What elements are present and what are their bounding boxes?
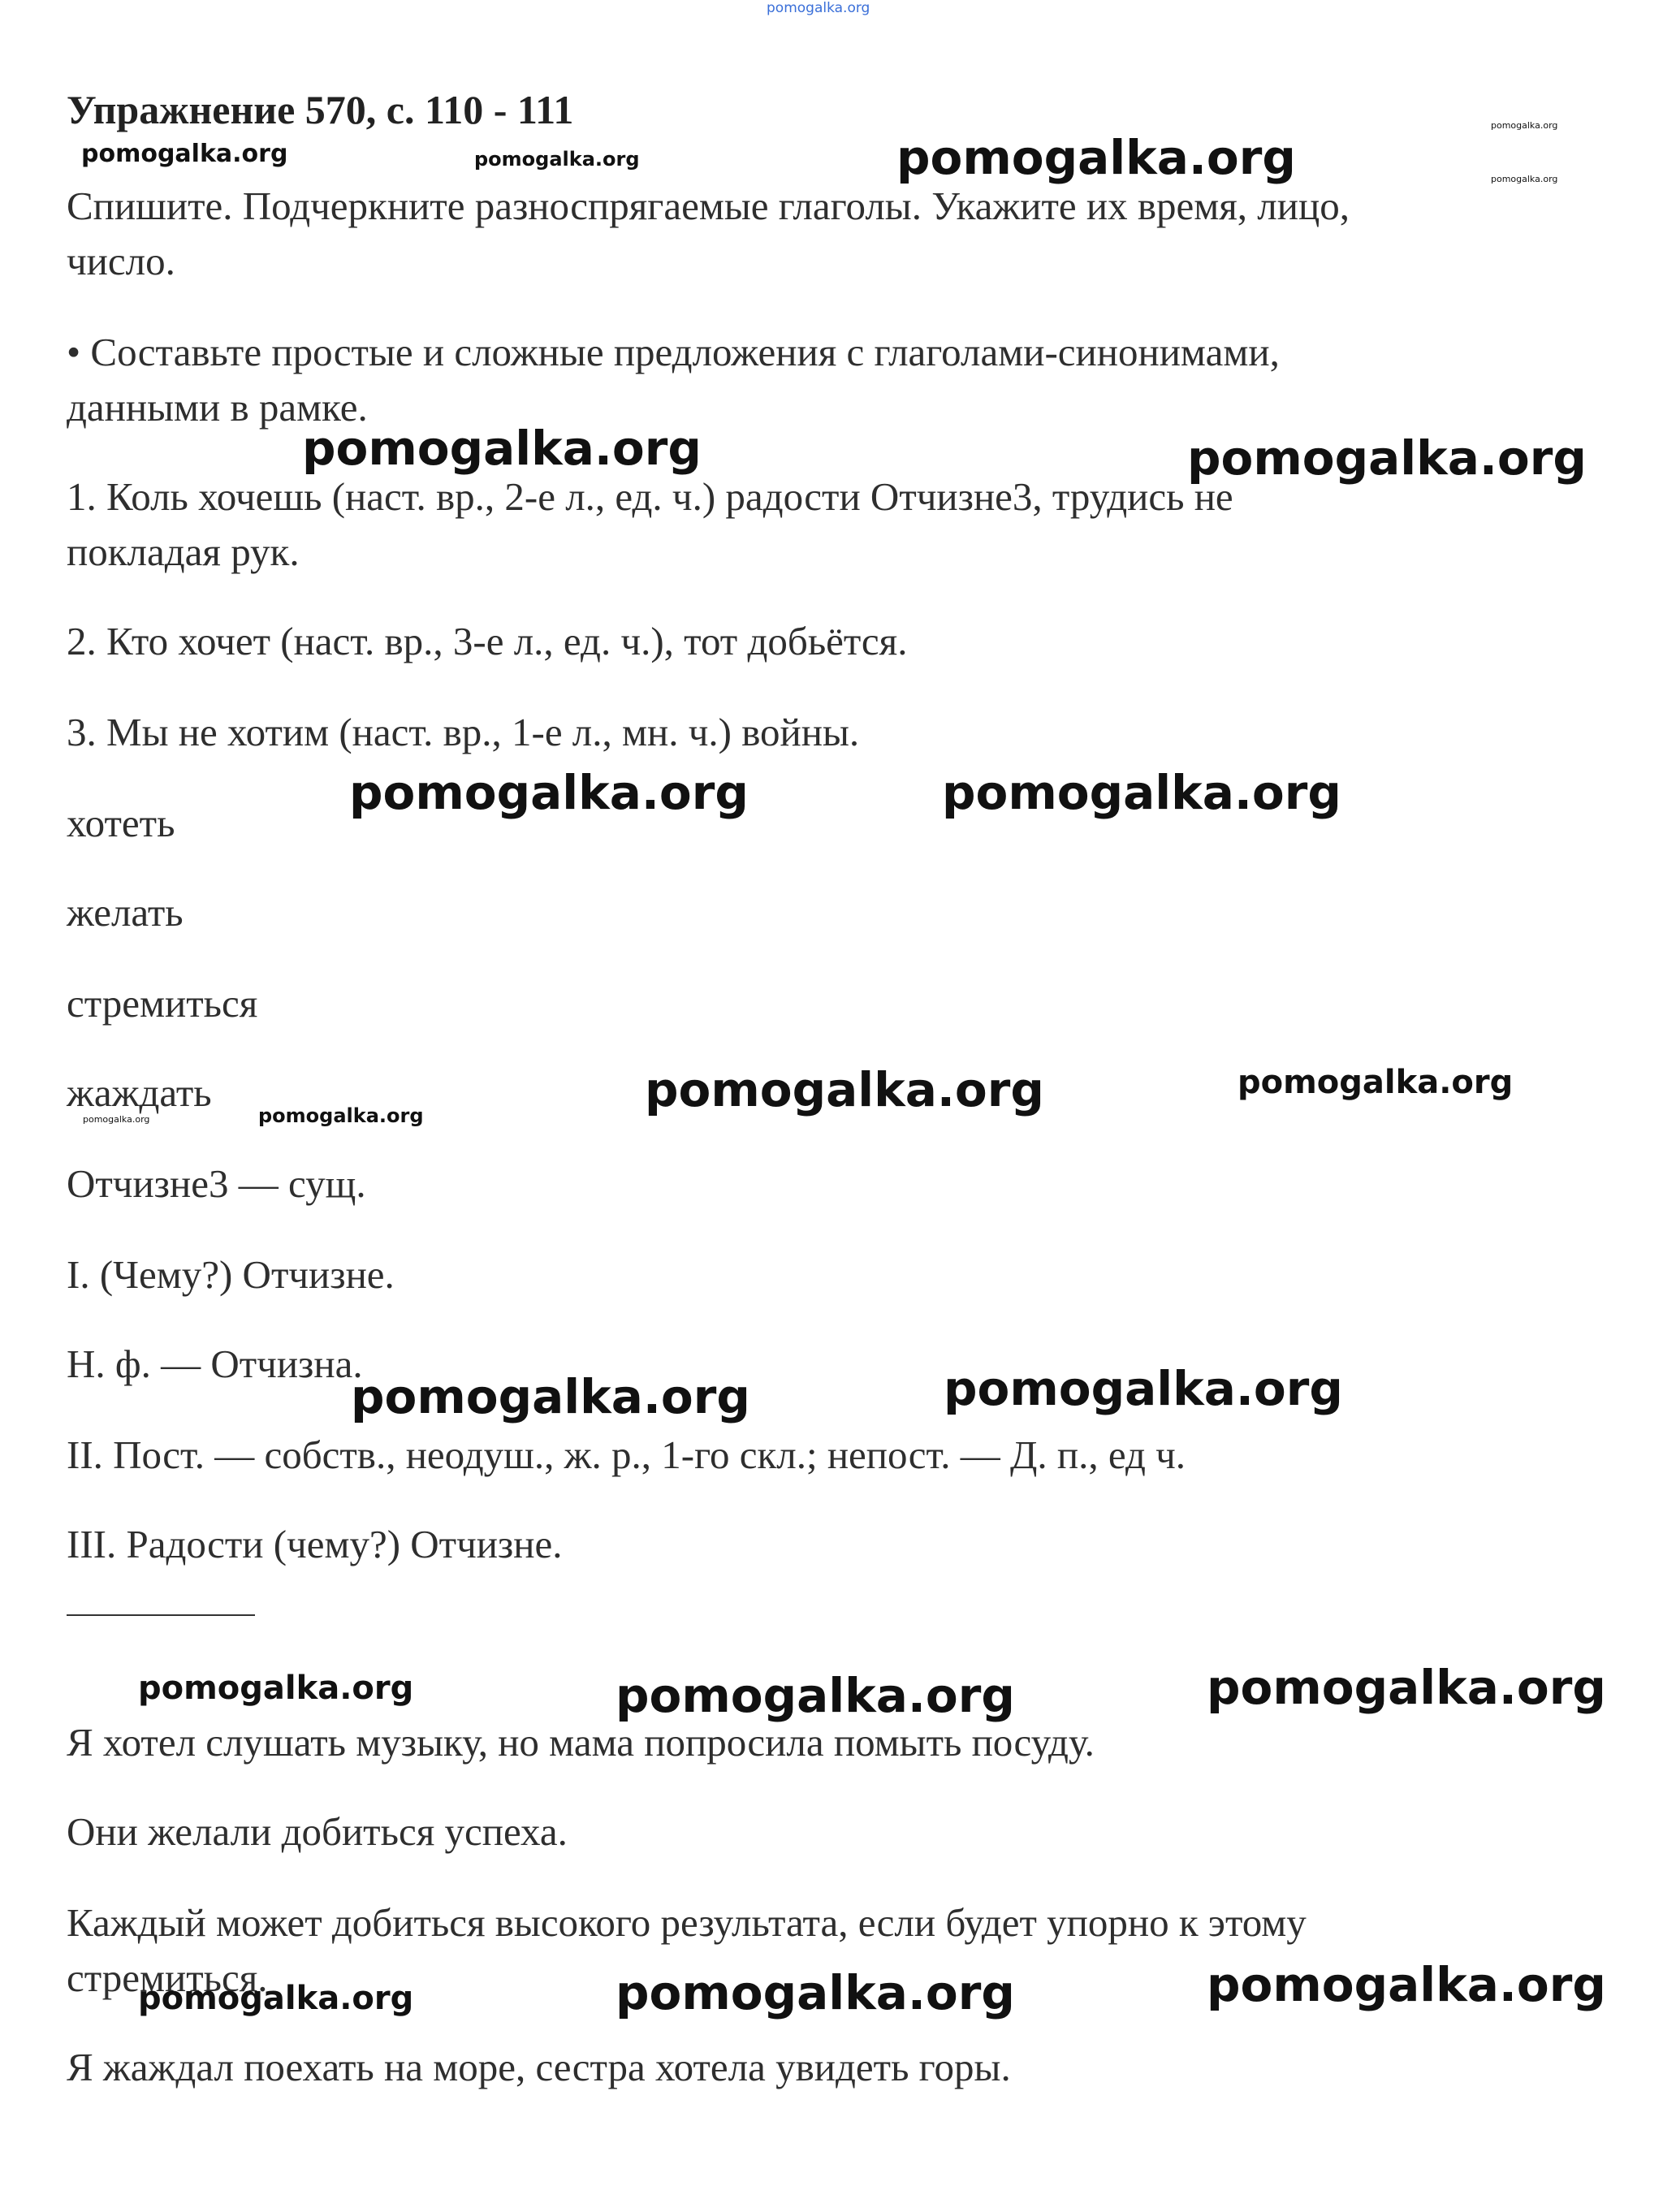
watermark: pomogalka.org [351, 1369, 750, 1424]
analysis-heading: Отчизне3 — сущ. [67, 1161, 366, 1206]
analysis-part-2: II. Пост. — собств., неодуш., ж. р., 1-го скл.; непост. — Д. п., ед ч. [67, 1432, 1186, 1477]
sentence-3: 3. Мы не хотим (наст. вр., 1-е л., мн. ч.) войны. [67, 710, 860, 754]
example-sentence: Они желали добиться успеха. [67, 1809, 568, 1854]
watermark: pomogalka.org [138, 1670, 414, 1707]
task-line-1: Спишите. Подчеркните разноспрягаемые глаголы. Укажите их время, лицо, [67, 184, 1350, 228]
example-sentence: Я жаждал поехать на море, сестра хотела увидеть горы. [67, 2045, 1011, 2089]
footnote-divider [67, 1614, 255, 1616]
synonym-item: хотеть [67, 801, 175, 845]
watermark: pomogalka.org [1491, 120, 1558, 131]
watermark: pomogalka.org [1238, 1064, 1514, 1101]
watermark: pomogalka.org [896, 130, 1296, 185]
watermark: pomogalka.org [138, 1980, 414, 2017]
watermark: pomogalka.org [616, 1668, 1015, 1723]
watermark: pomogalka.org [944, 1361, 1343, 1416]
watermark: pomogalka.org [1207, 1957, 1606, 2012]
example-sentence: Я хотел слушать музыку, но мама попросила помыть посуду. [67, 1720, 1095, 1765]
watermark: pomogalka.org [81, 140, 288, 168]
watermark: pomogalka.org [1207, 1660, 1606, 1715]
synonym-item: желать [67, 890, 184, 935]
task-line-2: число. [67, 239, 175, 283]
watermark: pomogalka.org [1187, 430, 1587, 486]
synonym-item: стремиться [67, 981, 258, 1026]
watermark: pomogalka.org [83, 1114, 150, 1125]
watermark: pomogalka.org [349, 765, 749, 820]
watermark: pomogalka.org [942, 765, 1341, 820]
analysis-initial-form: Н. ф. — Отчизна. [67, 1341, 363, 1386]
analysis-part-3: III. Радости (чему?) Отчизне. [67, 1522, 563, 1566]
watermark: pomogalka.org [1491, 174, 1558, 184]
sentence-1-line-2: покладая рук. [67, 529, 300, 574]
watermark: pomogalka.org [474, 148, 640, 171]
analysis-part-1: I. (Чему?) Отчизне. [67, 1252, 395, 1297]
example-sentence: Каждый может добиться высокого результата, если будет упорно к этому [67, 1900, 1307, 1945]
watermark: pomogalka.org [258, 1104, 424, 1127]
exercise-title: Упражнение 570, с. 110 - 111 [67, 87, 574, 132]
sentence-1-line-1: 1. Коль хочешь (наст. вр., 2-е л., ед. ч.) радости Отчизне3, трудись не [67, 474, 1233, 519]
watermark: pomogalka.org [302, 421, 702, 476]
example-sentence: стремиться. [67, 1955, 268, 2000]
watermark: pomogalka.org [645, 1062, 1044, 1117]
synonym-item: жаждать [67, 1070, 212, 1115]
watermark: pomogalka.org [767, 0, 870, 16]
task-bullet-line-1: • Составьте простые и сложные предложения с глаголами-синонимами, [67, 330, 1280, 374]
watermark: pomogalka.org [616, 1965, 1015, 2020]
sentence-2: 2. Кто хочет (наст. вр., 3-е л., ед. ч.), тот добьётся. [67, 619, 908, 663]
task-bullet-line-2: данными в рамке. [67, 385, 368, 430]
